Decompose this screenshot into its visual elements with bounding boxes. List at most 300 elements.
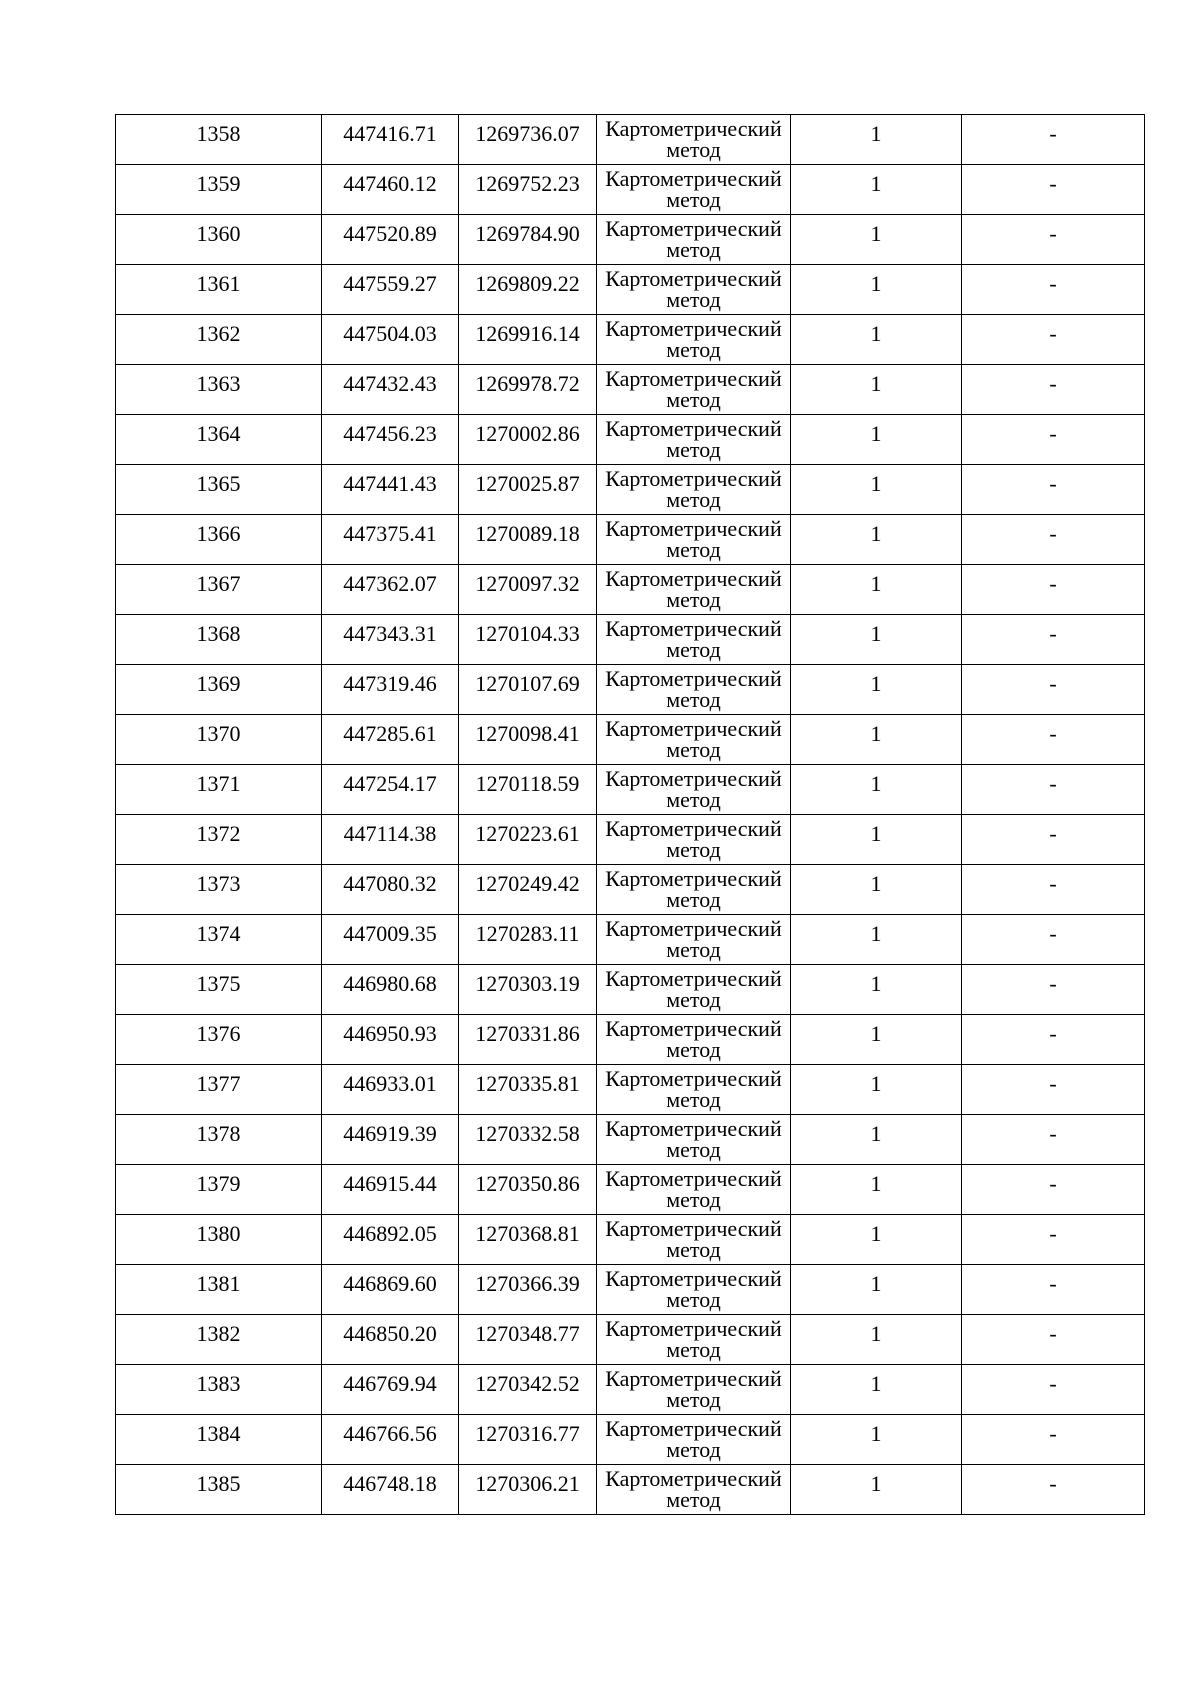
method-cell bbox=[597, 115, 791, 165]
point-number: 1373 bbox=[196, 871, 241, 896]
accuracy-cell bbox=[791, 315, 962, 365]
accuracy-value: 1 bbox=[870, 321, 882, 346]
method-line-1: Картометрический bbox=[605, 616, 782, 641]
note-value: - bbox=[1049, 371, 1057, 396]
note-cell bbox=[962, 415, 1145, 465]
x-coordinate-cell bbox=[322, 1215, 459, 1265]
method-cell bbox=[597, 565, 791, 615]
method-line-1: Картометрический bbox=[605, 266, 782, 291]
x-coordinate: 447080.32 bbox=[343, 871, 437, 896]
x-coordinate: 447375.41 bbox=[343, 521, 437, 546]
accuracy-cell bbox=[791, 1215, 962, 1265]
x-coordinate-cell bbox=[322, 415, 459, 465]
table-row bbox=[116, 365, 1145, 415]
y-coordinate-cell bbox=[459, 465, 597, 515]
point-number-cell bbox=[116, 965, 322, 1015]
note-value: - bbox=[1049, 1121, 1057, 1146]
point-number: 1383 bbox=[196, 1371, 241, 1396]
x-coordinate: 446850.20 bbox=[343, 1321, 437, 1346]
table-row bbox=[116, 315, 1145, 365]
x-coordinate: 446748.18 bbox=[343, 1471, 437, 1496]
note-cell bbox=[962, 115, 1145, 165]
point-number-cell bbox=[116, 915, 322, 965]
y-coordinate: 1269736.07 bbox=[475, 121, 580, 146]
method-cell bbox=[597, 465, 791, 515]
y-coordinate: 1269916.14 bbox=[475, 321, 580, 346]
accuracy-cell bbox=[791, 665, 962, 715]
method-cell bbox=[597, 1165, 791, 1215]
accuracy-value: 1 bbox=[870, 1371, 882, 1396]
method-line-1: Картометрический bbox=[605, 366, 782, 391]
table-row bbox=[116, 1065, 1145, 1115]
table-body bbox=[116, 115, 1145, 1515]
table-row bbox=[116, 1465, 1145, 1515]
method-cell bbox=[597, 865, 791, 915]
accuracy-value: 1 bbox=[870, 971, 882, 996]
method-line-2: метод bbox=[666, 137, 721, 162]
table-row bbox=[116, 615, 1145, 665]
x-coordinate: 447285.61 bbox=[343, 721, 437, 746]
table-row bbox=[116, 765, 1145, 815]
note-cell bbox=[962, 615, 1145, 665]
table-row bbox=[116, 915, 1145, 965]
note-cell bbox=[962, 765, 1145, 815]
y-coordinate: 1270332.58 bbox=[475, 1121, 580, 1146]
point-number-cell bbox=[116, 1215, 322, 1265]
note-value: - bbox=[1049, 721, 1057, 746]
table-row bbox=[116, 515, 1145, 565]
note-cell bbox=[962, 1115, 1145, 1165]
note-value: - bbox=[1049, 971, 1057, 996]
point-number-cell bbox=[116, 1465, 322, 1515]
point-number: 1380 bbox=[196, 1221, 241, 1246]
note-cell bbox=[962, 715, 1145, 765]
y-coordinate-cell bbox=[459, 615, 597, 665]
method-cell bbox=[597, 1465, 791, 1515]
accuracy-cell bbox=[791, 165, 962, 215]
x-coordinate: 447254.17 bbox=[343, 771, 437, 796]
note-value: - bbox=[1049, 471, 1057, 496]
y-coordinate: 1270366.39 bbox=[475, 1271, 580, 1296]
method-cell bbox=[597, 1265, 791, 1315]
table-row bbox=[116, 565, 1145, 615]
method-cell bbox=[597, 1415, 791, 1465]
accuracy-value: 1 bbox=[870, 1221, 882, 1246]
method-cell bbox=[597, 215, 791, 265]
method-cell bbox=[597, 165, 791, 215]
y-coordinate-cell bbox=[459, 1415, 597, 1465]
x-coordinate: 446950.93 bbox=[343, 1021, 437, 1046]
x-coordinate-cell bbox=[322, 215, 459, 265]
point-number: 1360 bbox=[196, 221, 241, 246]
point-number-cell bbox=[116, 1265, 322, 1315]
x-coordinate: 447009.35 bbox=[343, 921, 437, 946]
method-cell bbox=[597, 515, 791, 565]
table-row bbox=[116, 965, 1145, 1015]
method-cell bbox=[597, 265, 791, 315]
point-number: 1367 bbox=[196, 571, 241, 596]
point-number: 1364 bbox=[196, 421, 241, 446]
note-value: - bbox=[1049, 571, 1057, 596]
y-coordinate: 1270303.19 bbox=[475, 971, 580, 996]
y-coordinate-cell bbox=[459, 1015, 597, 1065]
y-coordinate: 1270342.52 bbox=[475, 1371, 580, 1396]
point-number: 1365 bbox=[196, 471, 241, 496]
x-coordinate-cell bbox=[322, 1465, 459, 1515]
table-row bbox=[116, 415, 1145, 465]
x-coordinate-cell bbox=[322, 715, 459, 765]
method-line-1: Картометрический bbox=[605, 866, 782, 891]
method-cell bbox=[597, 1065, 791, 1115]
point-number-cell bbox=[116, 415, 322, 465]
note-cell bbox=[962, 1015, 1145, 1065]
y-coordinate: 1270316.77 bbox=[475, 1421, 580, 1446]
table-row bbox=[116, 1365, 1145, 1415]
accuracy-value: 1 bbox=[870, 1121, 882, 1146]
accuracy-value: 1 bbox=[870, 1071, 882, 1096]
point-number: 1361 bbox=[196, 271, 241, 296]
x-coordinate-cell bbox=[322, 265, 459, 315]
method-line-2: метод bbox=[666, 187, 721, 212]
note-value: - bbox=[1049, 921, 1057, 946]
table-row bbox=[116, 1265, 1145, 1315]
y-coordinate-cell bbox=[459, 1365, 597, 1415]
x-coordinate: 446766.56 bbox=[343, 1421, 437, 1446]
point-number-cell bbox=[116, 115, 322, 165]
accuracy-value: 1 bbox=[870, 471, 882, 496]
x-coordinate: 447504.03 bbox=[343, 321, 437, 346]
point-number: 1362 bbox=[196, 321, 241, 346]
y-coordinate: 1270283.11 bbox=[475, 921, 580, 946]
method-line-1: Картометрический bbox=[605, 1066, 782, 1091]
y-coordinate: 1270098.41 bbox=[475, 721, 580, 746]
table-row bbox=[116, 215, 1145, 265]
note-cell bbox=[962, 1215, 1145, 1265]
note-cell bbox=[962, 1265, 1145, 1315]
y-coordinate: 1270025.87 bbox=[475, 471, 580, 496]
method-line-2: метод bbox=[666, 937, 721, 962]
note-cell bbox=[962, 215, 1145, 265]
x-coordinate: 447460.12 bbox=[343, 171, 437, 196]
method-cell bbox=[597, 415, 791, 465]
x-coordinate: 446980.68 bbox=[343, 971, 437, 996]
x-coordinate-cell bbox=[322, 365, 459, 415]
point-number-cell bbox=[116, 665, 322, 715]
x-coordinate: 446769.94 bbox=[343, 1371, 437, 1396]
accuracy-cell bbox=[791, 115, 962, 165]
x-coordinate-cell bbox=[322, 465, 459, 515]
accuracy-cell bbox=[791, 1165, 962, 1215]
point-number-cell bbox=[116, 315, 322, 365]
point-number-cell bbox=[116, 1415, 322, 1465]
note-value: - bbox=[1049, 1471, 1057, 1496]
method-cell bbox=[597, 1315, 791, 1365]
accuracy-cell bbox=[791, 765, 962, 815]
x-coordinate-cell bbox=[322, 515, 459, 565]
y-coordinate-cell bbox=[459, 215, 597, 265]
y-coordinate: 1270335.81 bbox=[475, 1071, 580, 1096]
point-number: 1372 bbox=[196, 821, 241, 846]
method-line-1: Картометрический bbox=[605, 1266, 782, 1291]
note-value: - bbox=[1049, 171, 1057, 196]
method-line-1: Картометрический bbox=[605, 1016, 782, 1041]
y-coordinate: 1270348.77 bbox=[475, 1321, 580, 1346]
accuracy-value: 1 bbox=[870, 421, 882, 446]
point-number: 1371 bbox=[196, 771, 241, 796]
table-row bbox=[116, 115, 1145, 165]
accuracy-value: 1 bbox=[870, 171, 882, 196]
method-line-2: метод bbox=[666, 1187, 721, 1212]
method-line-2: метод bbox=[666, 487, 721, 512]
method-line-2: метод bbox=[666, 287, 721, 312]
note-cell bbox=[962, 815, 1145, 865]
method-line-2: метод bbox=[666, 687, 721, 712]
x-coordinate: 447343.31 bbox=[343, 621, 437, 646]
point-number: 1369 bbox=[196, 671, 241, 696]
y-coordinate-cell bbox=[459, 365, 597, 415]
note-value: - bbox=[1049, 221, 1057, 246]
y-coordinate: 1270107.69 bbox=[475, 671, 580, 696]
y-coordinate: 1270223.61 bbox=[475, 821, 580, 846]
point-number-cell bbox=[116, 1115, 322, 1165]
x-coordinate: 446919.39 bbox=[343, 1121, 437, 1146]
x-coordinate: 447362.07 bbox=[343, 571, 437, 596]
note-cell bbox=[962, 265, 1145, 315]
x-coordinate: 446915.44 bbox=[343, 1171, 437, 1196]
method-line-1: Картометрический bbox=[605, 716, 782, 741]
accuracy-cell bbox=[791, 415, 962, 465]
table-row bbox=[116, 1165, 1145, 1215]
note-value: - bbox=[1049, 1371, 1057, 1396]
note-value: - bbox=[1049, 1171, 1057, 1196]
note-value: - bbox=[1049, 821, 1057, 846]
accuracy-value: 1 bbox=[870, 821, 882, 846]
method-line-1: Картометрический bbox=[605, 216, 782, 241]
method-line-2: метод bbox=[666, 387, 721, 412]
point-number-cell bbox=[116, 265, 322, 315]
method-line-1: Картометрический bbox=[605, 1366, 782, 1391]
y-coordinate-cell bbox=[459, 315, 597, 365]
x-coordinate-cell bbox=[322, 1365, 459, 1415]
method-line-1: Картометрический bbox=[605, 516, 782, 541]
y-coordinate: 1270249.42 bbox=[475, 871, 580, 896]
note-value: - bbox=[1049, 321, 1057, 346]
point-number-cell bbox=[116, 565, 322, 615]
accuracy-value: 1 bbox=[870, 871, 882, 896]
method-line-2: метод bbox=[666, 1087, 721, 1112]
accuracy-cell bbox=[791, 265, 962, 315]
y-coordinate: 1270350.86 bbox=[475, 1171, 580, 1196]
y-coordinate-cell bbox=[459, 415, 597, 465]
x-coordinate: 447319.46 bbox=[343, 671, 437, 696]
point-number: 1363 bbox=[196, 371, 241, 396]
y-coordinate-cell bbox=[459, 1165, 597, 1215]
point-number-cell bbox=[116, 615, 322, 665]
method-cell bbox=[597, 365, 791, 415]
accuracy-value: 1 bbox=[870, 671, 882, 696]
y-coordinate-cell bbox=[459, 1215, 597, 1265]
y-coordinate-cell bbox=[459, 265, 597, 315]
method-line-1: Картометрический bbox=[605, 1416, 782, 1441]
note-cell bbox=[962, 465, 1145, 515]
point-number-cell bbox=[116, 1165, 322, 1215]
table-row bbox=[116, 1015, 1145, 1065]
y-coordinate-cell bbox=[459, 665, 597, 715]
accuracy-cell bbox=[791, 1415, 962, 1465]
note-cell bbox=[962, 1415, 1145, 1465]
accuracy-value: 1 bbox=[870, 1271, 882, 1296]
note-value: - bbox=[1049, 1021, 1057, 1046]
y-coordinate: 1270002.86 bbox=[475, 421, 580, 446]
x-coordinate: 447441.43 bbox=[343, 471, 437, 496]
note-value: - bbox=[1049, 1321, 1057, 1346]
note-value: - bbox=[1049, 1221, 1057, 1246]
accuracy-cell bbox=[791, 1365, 962, 1415]
method-line-2: метод bbox=[666, 1287, 721, 1312]
note-value: - bbox=[1049, 1421, 1057, 1446]
table-row bbox=[116, 865, 1145, 915]
x-coordinate: 446933.01 bbox=[343, 1071, 437, 1096]
y-coordinate-cell bbox=[459, 1465, 597, 1515]
note-cell bbox=[962, 515, 1145, 565]
x-coordinate: 447432.43 bbox=[343, 371, 437, 396]
table-row bbox=[116, 815, 1145, 865]
x-coordinate-cell bbox=[322, 1415, 459, 1465]
x-coordinate-cell bbox=[322, 115, 459, 165]
note-value: - bbox=[1049, 771, 1057, 796]
method-line-1: Картометрический bbox=[605, 1116, 782, 1141]
point-number: 1382 bbox=[196, 1321, 241, 1346]
method-line-2: метод bbox=[666, 787, 721, 812]
note-value: - bbox=[1049, 621, 1057, 646]
point-number: 1379 bbox=[196, 1171, 241, 1196]
y-coordinate: 1270118.59 bbox=[475, 771, 580, 796]
table-row bbox=[116, 1115, 1145, 1165]
accuracy-cell bbox=[791, 915, 962, 965]
method-line-2: метод bbox=[666, 837, 721, 862]
y-coordinate-cell bbox=[459, 965, 597, 1015]
y-coordinate-cell bbox=[459, 765, 597, 815]
method-line-2: метод bbox=[666, 437, 721, 462]
accuracy-cell bbox=[791, 815, 962, 865]
accuracy-cell bbox=[791, 715, 962, 765]
accuracy-value: 1 bbox=[870, 771, 882, 796]
x-coordinate: 447416.71 bbox=[343, 121, 437, 146]
method-cell bbox=[597, 665, 791, 715]
point-number-cell bbox=[116, 365, 322, 415]
accuracy-cell bbox=[791, 515, 962, 565]
y-coordinate: 1269809.22 bbox=[475, 271, 580, 296]
note-value: - bbox=[1049, 1271, 1057, 1296]
y-coordinate: 1270368.81 bbox=[475, 1221, 580, 1246]
method-line-1: Картометрический bbox=[605, 1216, 782, 1241]
y-coordinate: 1269752.23 bbox=[475, 171, 580, 196]
method-line-2: метод bbox=[666, 587, 721, 612]
note-cell bbox=[962, 1165, 1145, 1215]
accuracy-value: 1 bbox=[870, 921, 882, 946]
method-line-1: Картометрический bbox=[605, 816, 782, 841]
method-line-1: Картометрический bbox=[605, 166, 782, 191]
note-value: - bbox=[1049, 421, 1057, 446]
coordinates-table bbox=[115, 114, 1145, 1515]
point-number-cell bbox=[116, 1015, 322, 1065]
table-row bbox=[116, 265, 1145, 315]
method-line-2: метод bbox=[666, 1387, 721, 1412]
accuracy-value: 1 bbox=[870, 1021, 882, 1046]
point-number: 1375 bbox=[196, 971, 241, 996]
method-line-2: метод bbox=[666, 1437, 721, 1462]
accuracy-value: 1 bbox=[870, 621, 882, 646]
y-coordinate-cell bbox=[459, 1315, 597, 1365]
accuracy-cell bbox=[791, 615, 962, 665]
x-coordinate-cell bbox=[322, 815, 459, 865]
method-line-2: метод bbox=[666, 1037, 721, 1062]
point-number-cell bbox=[116, 215, 322, 265]
method-line-1: Картометрический bbox=[605, 566, 782, 591]
method-line-1: Картометрический bbox=[605, 116, 782, 141]
accuracy-cell bbox=[791, 865, 962, 915]
note-value: - bbox=[1049, 671, 1057, 696]
note-cell bbox=[962, 965, 1145, 1015]
x-coordinate: 446869.60 bbox=[343, 1271, 437, 1296]
accuracy-value: 1 bbox=[870, 1171, 882, 1196]
method-cell bbox=[597, 1365, 791, 1415]
x-coordinate: 447559.27 bbox=[343, 271, 437, 296]
method-line-1: Картометрический bbox=[605, 466, 782, 491]
x-coordinate-cell bbox=[322, 965, 459, 1015]
y-coordinate: 1269978.72 bbox=[475, 371, 580, 396]
accuracy-cell bbox=[791, 1065, 962, 1115]
y-coordinate: 1270097.32 bbox=[475, 571, 580, 596]
table-row bbox=[116, 165, 1145, 215]
method-cell bbox=[597, 615, 791, 665]
method-line-1: Картометрический bbox=[605, 1316, 782, 1341]
accuracy-cell bbox=[791, 1265, 962, 1315]
point-number: 1358 bbox=[196, 121, 241, 146]
point-number-cell bbox=[116, 765, 322, 815]
table-row bbox=[116, 1215, 1145, 1265]
x-coordinate-cell bbox=[322, 665, 459, 715]
note-value: - bbox=[1049, 121, 1057, 146]
method-line-1: Картометрический bbox=[605, 1166, 782, 1191]
x-coordinate-cell bbox=[322, 1265, 459, 1315]
point-number: 1370 bbox=[196, 721, 241, 746]
x-coordinate-cell bbox=[322, 565, 459, 615]
x-coordinate: 447456.23 bbox=[343, 421, 437, 446]
point-number: 1359 bbox=[196, 171, 241, 196]
note-cell bbox=[962, 665, 1145, 715]
note-value: - bbox=[1049, 1071, 1057, 1096]
method-line-2: метод bbox=[666, 887, 721, 912]
note-cell bbox=[962, 565, 1145, 615]
y-coordinate-cell bbox=[459, 815, 597, 865]
x-coordinate-cell bbox=[322, 315, 459, 365]
note-cell bbox=[962, 165, 1145, 215]
accuracy-value: 1 bbox=[870, 571, 882, 596]
method-line-1: Картометрический bbox=[605, 666, 782, 691]
method-cell bbox=[597, 1115, 791, 1165]
table-row bbox=[116, 1415, 1145, 1465]
x-coordinate-cell bbox=[322, 1115, 459, 1165]
note-cell bbox=[962, 1465, 1145, 1515]
y-coordinate-cell bbox=[459, 1115, 597, 1165]
note-cell bbox=[962, 865, 1145, 915]
method-line-2: метод bbox=[666, 737, 721, 762]
x-coordinate-cell bbox=[322, 915, 459, 965]
point-number-cell bbox=[116, 1065, 322, 1115]
accuracy-value: 1 bbox=[870, 721, 882, 746]
point-number-cell bbox=[116, 815, 322, 865]
